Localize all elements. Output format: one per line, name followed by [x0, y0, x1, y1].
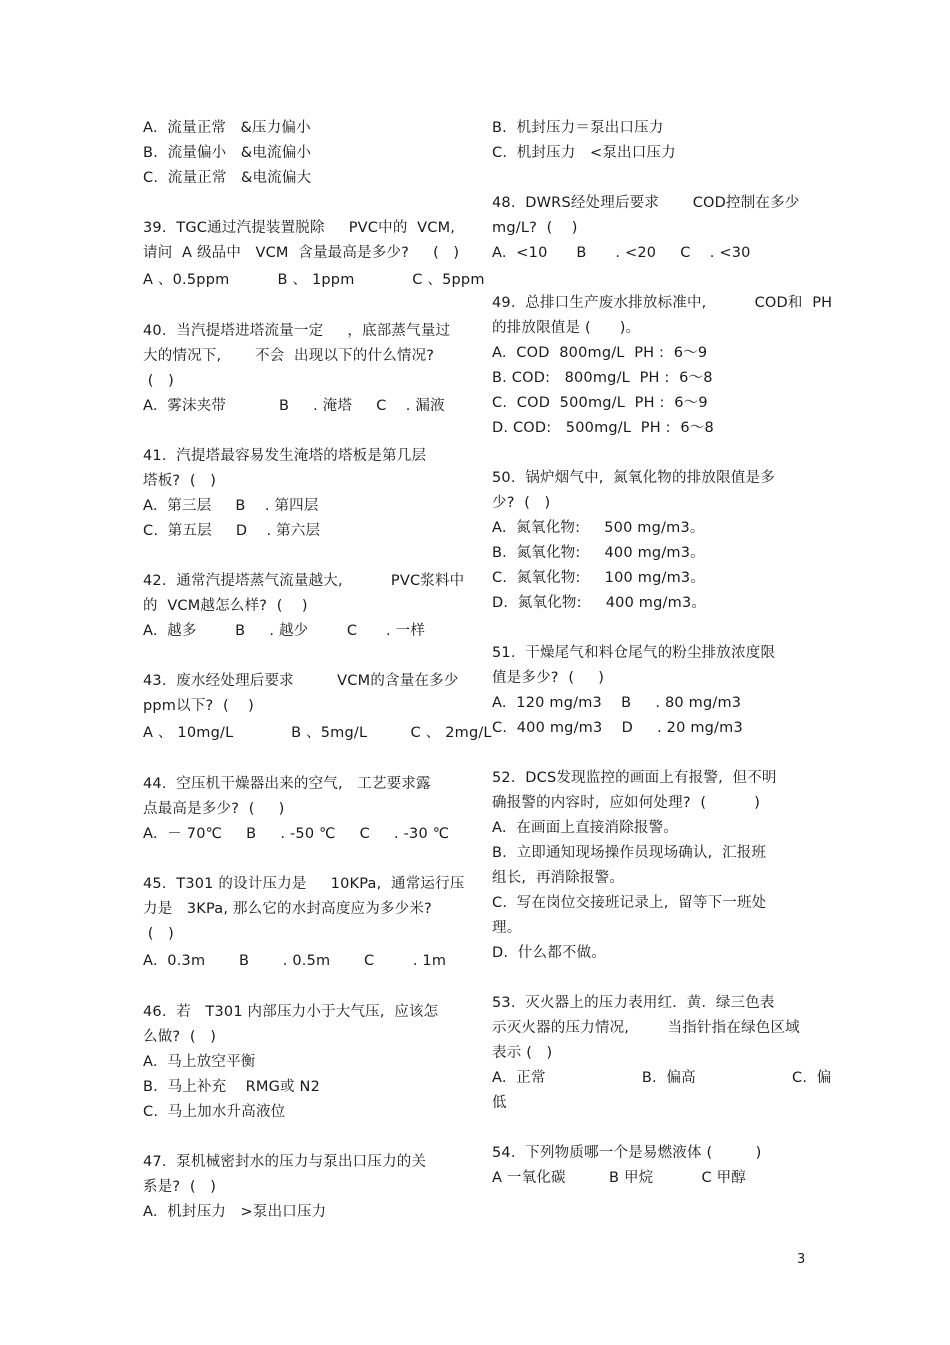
text-line: 47. 泵机械密封水的压力与泵出口压力的关	[143, 1154, 427, 1170]
text-line: C. 流量正常 &电流偏大	[143, 170, 312, 186]
text-line: 确报警的内容时, 应如何处理? ( )	[492, 795, 761, 811]
text-line: D. COD: 500mg/L PH : 6～8	[492, 420, 714, 436]
paragraph-gap	[492, 441, 822, 466]
text-line: 50. 锅炉烟气中, 氮氧化物的排放限值是多	[492, 470, 775, 486]
paragraph-gap	[492, 616, 822, 641]
text-line: A. 第三层 B . 第四层	[143, 498, 319, 514]
text-line: D. 什么都不做。	[492, 945, 606, 961]
text-line: B. 流量偏小 &电流偏小	[143, 145, 312, 161]
text-line: 低	[492, 1095, 507, 1111]
left-column	[143, 116, 492, 1225]
text-line: A 一氧化碳 B 甲烷 C 甲醇	[492, 1170, 746, 1186]
text-line: 点最高是多少? ( )	[143, 801, 285, 817]
text-line: 44. 空压机干燥器出来的空气, 工艺要求露	[143, 776, 431, 792]
text-line: 39. TGC通过汽提装置脱除 PVC中的 VCM,	[143, 220, 456, 236]
text-line: C. COD 500mg/L PH : 6～9	[492, 395, 708, 411]
text-line: C. 机封压力 <泵出口压力	[492, 145, 676, 161]
text-line: 的 VCM越怎么样? ( )	[143, 598, 308, 614]
text-line: A. COD 800mg/L PH : 6～9	[492, 345, 708, 361]
text-line: 45. T301 的设计压力是 10KPa, 通常运行压	[143, 876, 465, 892]
text-line: A. 雾沫夹带 B . 淹塔 C . 漏液	[143, 398, 445, 414]
page-number: 3	[797, 1252, 806, 1267]
paragraph-gap	[143, 747, 473, 772]
text-line: C. 写在岗位交接班记录上, 留等下一班处	[492, 895, 767, 911]
text-line: mg/L? ( )	[492, 220, 578, 236]
text-line: A. 机封压力 >泵出口压力	[143, 1204, 327, 1220]
text-line: B. COD: 800mg/L PH : 6～8	[492, 370, 713, 386]
text-line: ( )	[143, 373, 174, 389]
text-line: C. 第五层 D . 第六层	[143, 523, 321, 539]
text-line: 组长, 再消除报警。	[492, 870, 625, 886]
text-line: 41. 汽提塔最容易发生淹塔的塔板是第几层	[143, 448, 427, 464]
text-line: 请问 A 级品中 VCM 含量最高是多少? ( )	[143, 245, 460, 261]
text-line: A. <10 B . <20 C . <30	[492, 245, 751, 261]
paragraph-gap	[143, 1125, 473, 1150]
text-line: 塔板? ( )	[143, 473, 217, 489]
text-line: A. 马上放空平衡	[143, 1054, 256, 1070]
text-line: 大的情况下, 不会 出现以下的什么情况?	[143, 348, 435, 364]
text-line: B. 马上补充 RMG或 N2	[143, 1079, 321, 1095]
paragraph-gap	[143, 544, 473, 569]
text-line: 42. 通常汽提塔蒸气流量越大, PVC浆料中	[143, 573, 465, 589]
text-line: 少? ( )	[492, 495, 551, 511]
text-line: A. － 70℃ B . -50 ℃ C . -30 ℃	[143, 826, 450, 842]
paragraph-gap	[492, 1116, 822, 1141]
text-line: 理。	[492, 920, 522, 936]
paragraph-gap	[143, 847, 473, 872]
text-line: 40. 当汽提塔进塔流量一定 ，底部蒸气量过	[143, 323, 451, 339]
paragraph-gap	[143, 975, 473, 1000]
text-line: 表示 ( )	[492, 1045, 553, 1061]
text-line: C. 马上加水升高液位	[143, 1104, 286, 1120]
text-line: 的排放限值是 ( )。	[492, 320, 641, 336]
text-line: 54. 下列物质哪一个是易燃液体 ( )	[492, 1145, 762, 1161]
text-line: 51. 干燥尾气和料仓尾气的粉尘排放浓度限	[492, 645, 776, 661]
text-line: ( )	[143, 926, 174, 942]
paragraph-gap	[492, 966, 822, 991]
paragraph-gap	[492, 166, 822, 191]
text-line: A. 流量正常 &压力偏小	[143, 120, 311, 136]
right-column	[492, 116, 833, 1191]
text-line: 么做? ( )	[143, 1029, 217, 1045]
text-line: A 、 10mg/L B 、5mg/L C 、 2mg/L	[143, 725, 492, 741]
text-line: A. 氮氧化物: 500 mg/m3。	[492, 520, 705, 536]
text-line: 52. DCS发现监控的画面上有报警, 但不明	[492, 770, 777, 786]
text-line: A. 正常 B. 偏高 C. 偏	[492, 1070, 832, 1086]
text-line: B. 立即通知现场操作员现场确认, 汇报班	[492, 845, 767, 861]
paragraph-gap	[492, 266, 822, 291]
text-line: A 、0.5ppm B 、 1ppm C 、5ppm	[143, 272, 485, 288]
paragraph-gap	[492, 741, 822, 766]
text-line: 值是多少? ( )	[492, 670, 605, 686]
text-line: C. 400 mg/m3 D . 20 mg/m3	[492, 720, 743, 736]
text-line: A. 越多 B . 越少 C . 一样	[143, 623, 426, 639]
paragraph-gap	[143, 644, 473, 669]
text-line: A. 在画面上直接消除报警。	[492, 820, 678, 836]
text-line: B. 机封压力＝泵出口压力	[492, 120, 664, 136]
text-line: C. 氮氧化物: 100 mg/m3。	[492, 570, 706, 586]
text-line: 48. DWRS经处理后要求 COD控制在多少	[492, 195, 800, 211]
paragraph-gap	[143, 294, 473, 319]
text-line: ppm以下? ( )	[143, 698, 254, 714]
text-line: B. 氮氧化物: 400 mg/m3。	[492, 545, 705, 561]
text-line: 示灭火器的压力情况, 当指针指在绿色区域	[492, 1020, 800, 1036]
paragraph-gap	[143, 419, 473, 444]
text-line: 43. 废水经处理后要求 VCM的含量在多少	[143, 673, 459, 689]
paragraph-gap	[143, 191, 473, 216]
text-line: 53. 灭火器上的压力表用红. 黄. 绿三色表	[492, 995, 775, 1011]
text-line: A. 0.3m B . 0.5m C . 1m	[143, 953, 447, 969]
text-line: 系是? ( )	[143, 1179, 217, 1195]
text-line: 49. 总排口生产废水排放标准中, COD和 PH	[492, 295, 833, 311]
text-line: D. 氮氧化物: 400 mg/m3。	[492, 595, 707, 611]
text-line: 46. 若 T301 内部压力小于大气压, 应该怎	[143, 1004, 439, 1020]
text-line: 力是 3KPa, 那么它的水封高度应为多少米?	[143, 901, 432, 917]
text-line: A. 120 mg/m3 B . 80 mg/m3	[492, 695, 742, 711]
